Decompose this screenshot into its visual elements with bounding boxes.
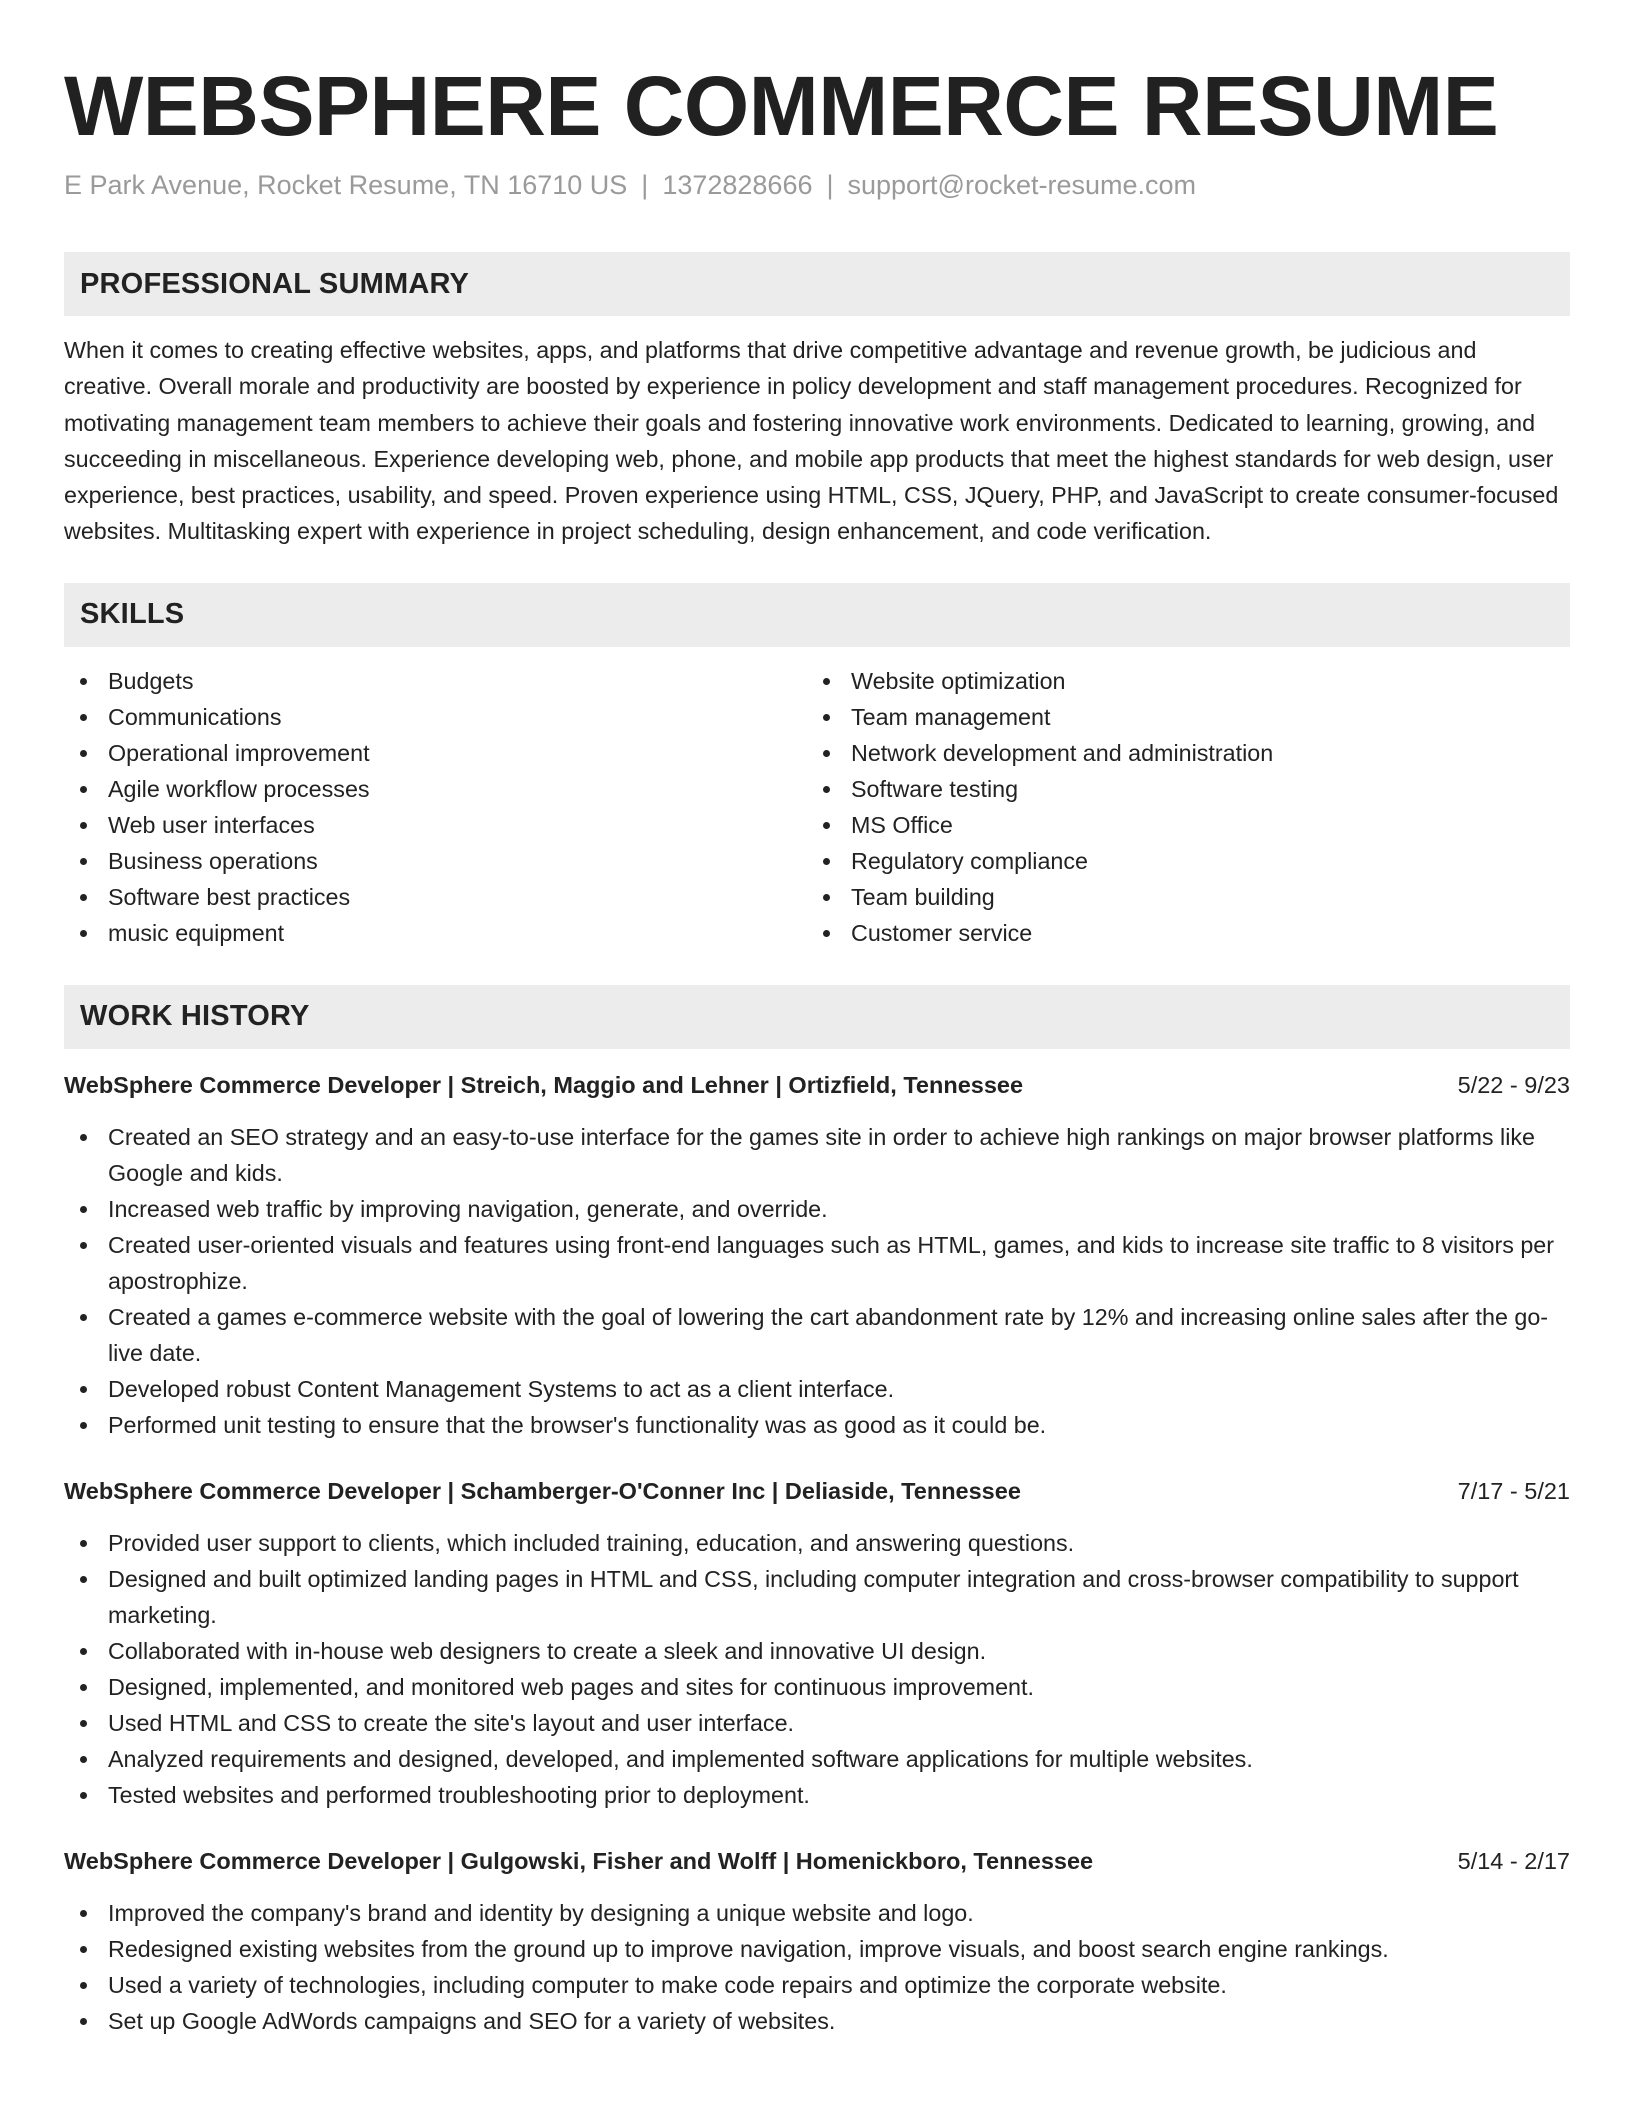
skill-item: Team building [807, 879, 1550, 915]
job-header [64, 1475, 1570, 1507]
skill-item: MS Office [807, 807, 1550, 843]
contact-phone: 1372828666 [662, 170, 813, 200]
job-heading: WebSphere Commerce Developer | Schamberger-O'Conner Inc | Deliaside, Tennessee [64, 1477, 1021, 1504]
job-entry [64, 1069, 1570, 1443]
job-entry [64, 1475, 1570, 1813]
job-entry [64, 1845, 1570, 2039]
skill-item: Web user interfaces [64, 807, 807, 843]
contact-line [64, 168, 1570, 202]
job-bullet: Created an SEO strategy and an easy-to-use interface for the games site in order to achieve high rankings on major browser platforms like Google and kids. [64, 1119, 1570, 1191]
contact-address: E Park Avenue, Rocket Resume, TN 16710 US [64, 170, 628, 200]
job-bullet: Used HTML and CSS to create the site's layout and user interface. [64, 1705, 1570, 1741]
job-bullet: Improved the company's brand and identity by designing a unique website and logo. [64, 1895, 1570, 1931]
skill-item: Budgets [64, 663, 807, 699]
section-heading-summary: PROFESSIONAL SUMMARY [64, 252, 1570, 316]
job-bullets [64, 1525, 1570, 1813]
section-heading-skills: SKILLS [64, 583, 1570, 647]
job-bullet: Developed robust Content Management Systems to act as a client interface. [64, 1371, 1570, 1407]
job-bullets [64, 1119, 1570, 1443]
job-bullet: Used a variety of technologies, including computer to make code repairs and optimize the corporate website. [64, 1967, 1570, 2003]
job-heading: WebSphere Commerce Developer | Streich, Maggio and Lehner | Ortizfield, Tennessee [64, 1071, 1024, 1098]
job-bullet: Designed and built optimized landing pages in HTML and CSS, including computer integration and cross-browser compatibility to support marketing. [64, 1561, 1570, 1633]
section-heading-work-history: WORK HISTORY [64, 985, 1570, 1049]
skill-item: Software testing [807, 771, 1550, 807]
skill-item: Communications [64, 699, 807, 735]
contact-separator: | [826, 170, 834, 200]
resume-title: WEBSPHERE COMMERCE RESUME [64, 59, 1499, 153]
job-bullet: Created user-oriented visuals and features using front-end languages such as HTML, games, and kids to increase site traffic to 8 visitors per apostrophize. [64, 1227, 1570, 1299]
skill-item: Customer service [807, 915, 1550, 951]
job-dates: 7/17 - 5/21 [1457, 1477, 1570, 1504]
job-dates: 5/22 - 9/23 [1457, 1071, 1570, 1098]
contact-separator: | [641, 170, 649, 200]
job-bullet: Tested websites and performed troubleshooting prior to deployment. [64, 1777, 1570, 1813]
skill-item: Agile workflow processes [64, 771, 807, 807]
skill-item: music equipment [64, 915, 807, 951]
job-bullet: Redesigned existing websites from the ground up to improve navigation, improve visuals, and boost search engine rankings. [64, 1931, 1570, 1967]
job-dates: 5/14 - 2/17 [1457, 1847, 1570, 1874]
skill-item: Operational improvement [64, 735, 807, 771]
skill-item: Business operations [64, 843, 807, 879]
job-bullet: Set up Google AdWords campaigns and SEO for a variety of websites. [64, 2003, 1570, 2039]
skill-item: Software best practices [64, 879, 807, 915]
job-bullet: Collaborated with in-house web designers to create a sleek and innovative UI design. [64, 1633, 1570, 1669]
job-bullet: Created a games e-commerce website with the goal of lowering the cart abandonment rate by 12% and increasing online sales after the go-live date. [64, 1299, 1570, 1371]
skills-columns [64, 663, 1570, 951]
skill-item: Network development and administration [807, 735, 1550, 771]
skill-item: Team management [807, 699, 1550, 735]
contact-email: support@rocket-resume.com [847, 170, 1197, 200]
job-bullet: Increased web traffic by improving navigation, generate, and override. [64, 1191, 1570, 1227]
skills-list-right [807, 663, 1550, 951]
job-header [64, 1845, 1570, 1877]
skill-item: Regulatory compliance [807, 843, 1550, 879]
job-bullet: Provided user support to clients, which included training, education, and answering questions. [64, 1525, 1570, 1561]
job-heading: WebSphere Commerce Developer | Gulgowski, Fisher and Wolff | Homenickboro, Tennessee [64, 1847, 1094, 1874]
resume-page [64, 0, 1570, 2039]
job-bullet: Performed unit testing to ensure that the browser's functionality was as good as it could be. [64, 1407, 1570, 1443]
skill-item: Website optimization [807, 663, 1550, 699]
summary-text: When it comes to creating effective websites, apps, and platforms that drive competitive advantage and revenue growth, be judicious and creative. Overall morale and productivity are boosted by experience in policy development and staff management procedures. Recognized for motivating management team members to achieve their goals and fostering innovative work environments. Dedicated to learning, growing, and succeeding in miscellaneous. Experience developing web, phone, and mobile app products that meet the highest standards for web design, user experience, best practices, usability, and speed. Proven experience using HTML, CSS, JQuery, PHP, and JavaScript to create consumer-focused websites. Multitasking expert with experience in project scheduling, design enhancement, and code verification. [64, 337, 1559, 545]
job-bullet: Analyzed requirements and designed, developed, and implemented software applications for multiple websites. [64, 1741, 1570, 1777]
job-bullet: Designed, implemented, and monitored web pages and sites for continuous improvement. [64, 1669, 1570, 1705]
job-header [64, 1069, 1570, 1101]
job-bullets [64, 1895, 1570, 2039]
skills-list-left [64, 663, 807, 951]
